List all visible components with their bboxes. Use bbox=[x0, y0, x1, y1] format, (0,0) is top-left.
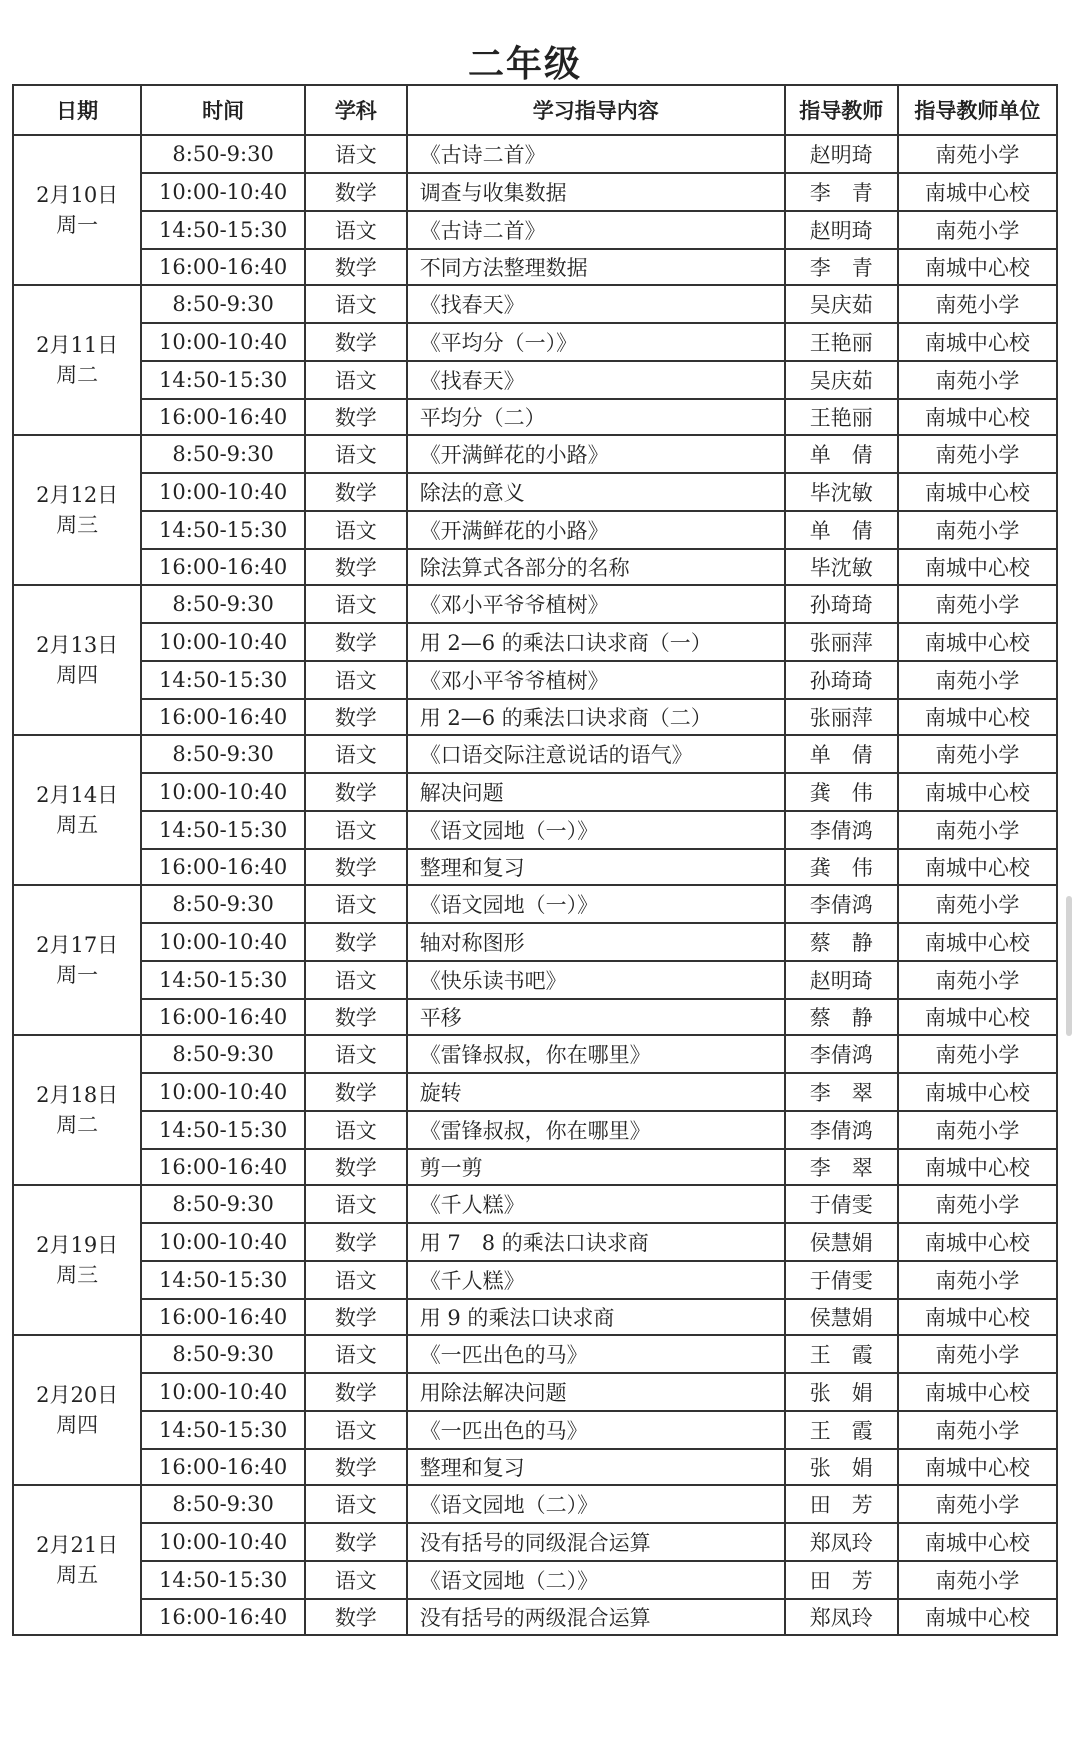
table-row bbox=[13, 173, 1057, 211]
school-cell: 南苑小学 bbox=[898, 735, 1057, 773]
teacher-cell: 李倩鸿 bbox=[785, 885, 898, 923]
teacher-cell: 李 青 bbox=[785, 249, 898, 285]
time-cell: 16:00-16:40 bbox=[141, 549, 305, 585]
table-row bbox=[13, 1073, 1057, 1111]
subject-cell: 数学 bbox=[305, 849, 407, 885]
school-cell: 南城中心校 bbox=[898, 549, 1057, 585]
header-subject: 学科 bbox=[305, 85, 407, 135]
weekday-label: 周五 bbox=[56, 813, 99, 837]
school-cell: 南苑小学 bbox=[898, 1261, 1057, 1299]
school-cell: 南苑小学 bbox=[898, 1411, 1057, 1449]
content-cell: 《雷锋叔叔，你在哪里》 bbox=[407, 1035, 785, 1073]
teacher-cell: 单 倩 bbox=[785, 511, 898, 549]
time-cell: 14:50-15:30 bbox=[141, 811, 305, 849]
weekday-label: 周四 bbox=[56, 663, 99, 687]
teacher-cell: 王 霞 bbox=[785, 1335, 898, 1373]
table-row bbox=[13, 735, 1057, 773]
weekday-label: 周三 bbox=[56, 1263, 99, 1287]
time-cell: 10:00-10:40 bbox=[141, 623, 305, 661]
school-cell: 南城中心校 bbox=[898, 999, 1057, 1035]
table-row bbox=[13, 249, 1057, 285]
school-cell: 南城中心校 bbox=[898, 173, 1057, 211]
teacher-cell: 王艳丽 bbox=[785, 399, 898, 435]
header-time: 时间 bbox=[141, 85, 305, 135]
date-cell bbox=[13, 1185, 141, 1335]
date-label: 2月10日 bbox=[36, 182, 119, 207]
time-cell: 14:50-15:30 bbox=[141, 1561, 305, 1599]
school-cell: 南苑小学 bbox=[898, 961, 1057, 999]
date-cell bbox=[13, 585, 141, 735]
time-cell: 10:00-10:40 bbox=[141, 173, 305, 211]
content-cell: 没有括号的同级混合运算 bbox=[407, 1523, 785, 1561]
content-cell: 《雷锋叔叔，你在哪里》 bbox=[407, 1111, 785, 1149]
subject-cell: 语文 bbox=[305, 585, 407, 623]
teacher-cell: 侯慧娟 bbox=[785, 1299, 898, 1335]
teacher-cell: 蔡 静 bbox=[785, 923, 898, 961]
table-row bbox=[13, 1335, 1057, 1373]
table-row bbox=[13, 923, 1057, 961]
table-row bbox=[13, 1561, 1057, 1599]
content-cell: 《千人糕》 bbox=[407, 1185, 785, 1223]
date-cell bbox=[13, 1485, 141, 1635]
school-cell: 南城中心校 bbox=[898, 1449, 1057, 1485]
date-label: 2月20日 bbox=[36, 1382, 119, 1407]
table-row bbox=[13, 811, 1057, 849]
content-cell: 平均分（二） bbox=[407, 399, 785, 435]
content-cell: 用 9 的乘法口诀求商 bbox=[407, 1299, 785, 1335]
table-row bbox=[13, 1149, 1057, 1185]
school-cell: 南苑小学 bbox=[898, 585, 1057, 623]
table-row bbox=[13, 435, 1057, 473]
teacher-cell: 侯慧娟 bbox=[785, 1223, 898, 1261]
time-cell: 8:50-9:30 bbox=[141, 735, 305, 773]
school-cell: 南苑小学 bbox=[898, 1035, 1057, 1073]
content-cell: 用 7 8 的乘法口诀求商 bbox=[407, 1223, 785, 1261]
table-row bbox=[13, 1185, 1057, 1223]
teacher-cell: 李 翠 bbox=[785, 1149, 898, 1185]
content-cell: 《开满鲜花的小路》 bbox=[407, 511, 785, 549]
time-cell: 16:00-16:40 bbox=[141, 1599, 305, 1635]
weekday-label: 周五 bbox=[56, 1563, 99, 1587]
content-cell: 用 2—6 的乘法口诀求商（二） bbox=[407, 699, 785, 735]
content-cell: 除法的意义 bbox=[407, 473, 785, 511]
subject-cell: 语文 bbox=[305, 511, 407, 549]
content-cell: 用 2—6 的乘法口诀求商（一） bbox=[407, 623, 785, 661]
subject-cell: 语文 bbox=[305, 735, 407, 773]
teacher-cell: 毕沈敏 bbox=[785, 473, 898, 511]
content-cell: 《古诗二首》 bbox=[407, 135, 785, 173]
date-label: 2月12日 bbox=[36, 482, 119, 507]
school-cell: 南苑小学 bbox=[898, 885, 1057, 923]
school-cell: 南城中心校 bbox=[898, 1523, 1057, 1561]
subject-cell: 语文 bbox=[305, 811, 407, 849]
teacher-cell: 蔡 静 bbox=[785, 999, 898, 1035]
table-row bbox=[13, 1223, 1057, 1261]
school-cell: 南苑小学 bbox=[898, 435, 1057, 473]
teacher-cell: 李倩鸿 bbox=[785, 811, 898, 849]
time-cell: 8:50-9:30 bbox=[141, 585, 305, 623]
time-cell: 16:00-16:40 bbox=[141, 399, 305, 435]
teacher-cell: 龚 伟 bbox=[785, 773, 898, 811]
table-row bbox=[13, 1411, 1057, 1449]
date-label: 2月17日 bbox=[36, 932, 119, 957]
table-row bbox=[13, 585, 1057, 623]
weekday-label: 周二 bbox=[56, 363, 99, 387]
table-row bbox=[13, 849, 1057, 885]
table-row bbox=[13, 399, 1057, 435]
table-row bbox=[13, 1299, 1057, 1335]
table-row bbox=[13, 473, 1057, 511]
school-cell: 南苑小学 bbox=[898, 811, 1057, 849]
teacher-cell: 李 翠 bbox=[785, 1073, 898, 1111]
subject-cell: 数学 bbox=[305, 1149, 407, 1185]
content-cell: 旋转 bbox=[407, 1073, 785, 1111]
weekday-label: 周一 bbox=[56, 213, 99, 237]
time-cell: 8:50-9:30 bbox=[141, 285, 305, 323]
teacher-cell: 吴庆茹 bbox=[785, 285, 898, 323]
date-label: 2月21日 bbox=[36, 1532, 119, 1557]
table-row bbox=[13, 961, 1057, 999]
teacher-cell: 单 倩 bbox=[785, 435, 898, 473]
header-school: 指导教师单位 bbox=[898, 85, 1057, 135]
school-cell: 南苑小学 bbox=[898, 211, 1057, 249]
date-cell bbox=[13, 285, 141, 435]
weekday-label: 周一 bbox=[56, 963, 99, 987]
school-cell: 南城中心校 bbox=[898, 773, 1057, 811]
time-cell: 8:50-9:30 bbox=[141, 135, 305, 173]
schedule-body bbox=[13, 135, 1057, 1635]
header-content: 学习指导内容 bbox=[407, 85, 785, 135]
school-cell: 南苑小学 bbox=[898, 661, 1057, 699]
date-cell bbox=[13, 135, 141, 285]
table-row bbox=[13, 135, 1057, 173]
date-label: 2月14日 bbox=[36, 782, 119, 807]
time-cell: 8:50-9:30 bbox=[141, 435, 305, 473]
school-cell: 南城中心校 bbox=[898, 623, 1057, 661]
time-cell: 14:50-15:30 bbox=[141, 1111, 305, 1149]
teacher-cell: 赵明琦 bbox=[785, 961, 898, 999]
table-row bbox=[13, 1485, 1057, 1523]
teacher-cell: 于倩雯 bbox=[785, 1185, 898, 1223]
date-label: 2月19日 bbox=[36, 1232, 119, 1257]
date-cell bbox=[13, 1335, 141, 1485]
time-cell: 10:00-10:40 bbox=[141, 773, 305, 811]
date-label: 2月18日 bbox=[36, 1082, 119, 1107]
date-label: 2月13日 bbox=[36, 632, 119, 657]
scrollbar[interactable] bbox=[1066, 896, 1072, 1036]
schedule-table bbox=[12, 84, 1058, 1636]
content-cell: 《口语交际注意说话的语气》 bbox=[407, 735, 785, 773]
subject-cell: 语文 bbox=[305, 135, 407, 173]
content-cell: 《语文园地（一）》 bbox=[407, 811, 785, 849]
school-cell: 南苑小学 bbox=[898, 135, 1057, 173]
subject-cell: 语文 bbox=[305, 1261, 407, 1299]
school-cell: 南城中心校 bbox=[898, 1599, 1057, 1635]
subject-cell: 数学 bbox=[305, 249, 407, 285]
subject-cell: 数学 bbox=[305, 173, 407, 211]
table-row bbox=[13, 999, 1057, 1035]
content-cell: 《找春天》 bbox=[407, 285, 785, 323]
time-cell: 10:00-10:40 bbox=[141, 923, 305, 961]
time-cell: 14:50-15:30 bbox=[141, 1261, 305, 1299]
date-cell bbox=[13, 435, 141, 585]
school-cell: 南城中心校 bbox=[898, 1223, 1057, 1261]
header-date: 日期 bbox=[13, 85, 141, 135]
table-row bbox=[13, 323, 1057, 361]
school-cell: 南苑小学 bbox=[898, 1485, 1057, 1523]
table-row bbox=[13, 1111, 1057, 1149]
subject-cell: 语文 bbox=[305, 1035, 407, 1073]
subject-cell: 数学 bbox=[305, 623, 407, 661]
content-cell: 整理和复习 bbox=[407, 849, 785, 885]
time-cell: 8:50-9:30 bbox=[141, 1335, 305, 1373]
subject-cell: 数学 bbox=[305, 999, 407, 1035]
weekday-label: 周三 bbox=[56, 513, 99, 537]
time-cell: 16:00-16:40 bbox=[141, 1149, 305, 1185]
content-cell: 除法算式各部分的名称 bbox=[407, 549, 785, 585]
teacher-cell: 张 娟 bbox=[785, 1449, 898, 1485]
school-cell: 南城中心校 bbox=[898, 323, 1057, 361]
subject-cell: 语文 bbox=[305, 885, 407, 923]
school-cell: 南城中心校 bbox=[898, 473, 1057, 511]
teacher-cell: 李倩鸿 bbox=[785, 1035, 898, 1073]
teacher-cell: 于倩雯 bbox=[785, 1261, 898, 1299]
content-cell: 轴对称图形 bbox=[407, 923, 785, 961]
content-cell: 《找春天》 bbox=[407, 361, 785, 399]
subject-cell: 语文 bbox=[305, 285, 407, 323]
school-cell: 南苑小学 bbox=[898, 1335, 1057, 1373]
content-cell: 《千人糕》 bbox=[407, 1261, 785, 1299]
table-row bbox=[13, 1373, 1057, 1411]
table-row bbox=[13, 361, 1057, 399]
school-cell: 南苑小学 bbox=[898, 361, 1057, 399]
table-row bbox=[13, 511, 1057, 549]
teacher-cell: 吴庆茹 bbox=[785, 361, 898, 399]
subject-cell: 数学 bbox=[305, 549, 407, 585]
date-cell bbox=[13, 735, 141, 885]
subject-cell: 语文 bbox=[305, 361, 407, 399]
time-cell: 14:50-15:30 bbox=[141, 511, 305, 549]
content-cell: 调查与收集数据 bbox=[407, 173, 785, 211]
school-cell: 南苑小学 bbox=[898, 511, 1057, 549]
subject-cell: 语文 bbox=[305, 661, 407, 699]
subject-cell: 语文 bbox=[305, 1561, 407, 1599]
school-cell: 南苑小学 bbox=[898, 285, 1057, 323]
content-cell: 不同方法整理数据 bbox=[407, 249, 785, 285]
teacher-cell: 孙琦琦 bbox=[785, 585, 898, 623]
time-cell: 16:00-16:40 bbox=[141, 699, 305, 735]
time-cell: 10:00-10:40 bbox=[141, 323, 305, 361]
content-cell: 用除法解决问题 bbox=[407, 1373, 785, 1411]
subject-cell: 语文 bbox=[305, 435, 407, 473]
time-cell: 10:00-10:40 bbox=[141, 1223, 305, 1261]
content-cell: 《平均分（一）》 bbox=[407, 323, 785, 361]
school-cell: 南城中心校 bbox=[898, 699, 1057, 735]
table-row bbox=[13, 623, 1057, 661]
teacher-cell: 孙琦琦 bbox=[785, 661, 898, 699]
subject-cell: 数学 bbox=[305, 1449, 407, 1485]
subject-cell: 数学 bbox=[305, 323, 407, 361]
content-cell: 没有括号的两级混合运算 bbox=[407, 1599, 785, 1635]
time-cell: 16:00-16:40 bbox=[141, 1449, 305, 1485]
table-row bbox=[13, 285, 1057, 323]
table-row bbox=[13, 1449, 1057, 1485]
subject-cell: 数学 bbox=[305, 699, 407, 735]
table-row bbox=[13, 211, 1057, 249]
date-cell bbox=[13, 1035, 141, 1185]
teacher-cell: 赵明琦 bbox=[785, 135, 898, 173]
subject-cell: 语文 bbox=[305, 1335, 407, 1373]
time-cell: 16:00-16:40 bbox=[141, 849, 305, 885]
school-cell: 南城中心校 bbox=[898, 849, 1057, 885]
header-teacher: 指导教师 bbox=[785, 85, 898, 135]
content-cell: 《语文园地（一）》 bbox=[407, 885, 785, 923]
subject-cell: 数学 bbox=[305, 923, 407, 961]
school-cell: 南城中心校 bbox=[898, 1073, 1057, 1111]
teacher-cell: 龚 伟 bbox=[785, 849, 898, 885]
content-cell: 《邓小平爷爷植树》 bbox=[407, 585, 785, 623]
teacher-cell: 单 倩 bbox=[785, 735, 898, 773]
page-title: 二年级 bbox=[467, 44, 582, 85]
subject-cell: 数学 bbox=[305, 473, 407, 511]
time-cell: 8:50-9:30 bbox=[141, 885, 305, 923]
school-cell: 南城中心校 bbox=[898, 249, 1057, 285]
subject-cell: 数学 bbox=[305, 773, 407, 811]
time-cell: 16:00-16:40 bbox=[141, 249, 305, 285]
content-cell: 《语文园地（二）》 bbox=[407, 1561, 785, 1599]
table-row bbox=[13, 1599, 1057, 1635]
subject-cell: 数学 bbox=[305, 1523, 407, 1561]
teacher-cell: 毕沈敏 bbox=[785, 549, 898, 585]
teacher-cell: 郑凤玲 bbox=[785, 1523, 898, 1561]
teacher-cell: 王艳丽 bbox=[785, 323, 898, 361]
table-header-row bbox=[13, 85, 1057, 135]
teacher-cell: 田 芳 bbox=[785, 1485, 898, 1523]
subject-cell: 数学 bbox=[305, 1599, 407, 1635]
content-cell: 《邓小平爷爷植树》 bbox=[407, 661, 785, 699]
table-row bbox=[13, 773, 1057, 811]
teacher-cell: 郑凤玲 bbox=[785, 1599, 898, 1635]
subject-cell: 语文 bbox=[305, 1111, 407, 1149]
time-cell: 14:50-15:30 bbox=[141, 1411, 305, 1449]
teacher-cell: 田 芳 bbox=[785, 1561, 898, 1599]
table-row bbox=[13, 1261, 1057, 1299]
time-cell: 14:50-15:30 bbox=[141, 361, 305, 399]
content-cell: 《古诗二首》 bbox=[407, 211, 785, 249]
content-cell: 《语文园地（二）》 bbox=[407, 1485, 785, 1523]
time-cell: 8:50-9:30 bbox=[141, 1185, 305, 1223]
teacher-cell: 赵明琦 bbox=[785, 211, 898, 249]
teacher-cell: 张丽萍 bbox=[785, 699, 898, 735]
table-row bbox=[13, 661, 1057, 699]
content-cell: 《一匹出色的马》 bbox=[407, 1411, 785, 1449]
time-cell: 10:00-10:40 bbox=[141, 1373, 305, 1411]
school-cell: 南苑小学 bbox=[898, 1561, 1057, 1599]
school-cell: 南城中心校 bbox=[898, 1149, 1057, 1185]
teacher-cell: 李 青 bbox=[785, 173, 898, 211]
time-cell: 8:50-9:30 bbox=[141, 1035, 305, 1073]
subject-cell: 数学 bbox=[305, 1073, 407, 1111]
school-cell: 南城中心校 bbox=[898, 399, 1057, 435]
school-cell: 南城中心校 bbox=[898, 923, 1057, 961]
subject-cell: 语文 bbox=[305, 211, 407, 249]
teacher-cell: 王 霞 bbox=[785, 1411, 898, 1449]
content-cell: 整理和复习 bbox=[407, 1449, 785, 1485]
school-cell: 南城中心校 bbox=[898, 1299, 1057, 1335]
time-cell: 16:00-16:40 bbox=[141, 1299, 305, 1335]
time-cell: 10:00-10:40 bbox=[141, 1073, 305, 1111]
time-cell: 14:50-15:30 bbox=[141, 211, 305, 249]
teacher-cell: 李倩鸿 bbox=[785, 1111, 898, 1149]
time-cell: 10:00-10:40 bbox=[141, 473, 305, 511]
school-cell: 南城中心校 bbox=[898, 1373, 1057, 1411]
content-cell: 解决问题 bbox=[407, 773, 785, 811]
date-cell bbox=[13, 885, 141, 1035]
table-row bbox=[13, 549, 1057, 585]
table-row bbox=[13, 699, 1057, 735]
time-cell: 8:50-9:30 bbox=[141, 1485, 305, 1523]
table-row bbox=[13, 1523, 1057, 1561]
table-row bbox=[13, 1035, 1057, 1073]
subject-cell: 语文 bbox=[305, 1185, 407, 1223]
weekday-label: 周四 bbox=[56, 1413, 99, 1437]
table-row bbox=[13, 885, 1057, 923]
subject-cell: 语文 bbox=[305, 961, 407, 999]
content-cell: 《开满鲜花的小路》 bbox=[407, 435, 785, 473]
date-label: 2月11日 bbox=[36, 332, 119, 357]
subject-cell: 语文 bbox=[305, 1411, 407, 1449]
subject-cell: 语文 bbox=[305, 1485, 407, 1523]
teacher-cell: 张 娟 bbox=[785, 1373, 898, 1411]
time-cell: 16:00-16:40 bbox=[141, 999, 305, 1035]
content-cell: 平移 bbox=[407, 999, 785, 1035]
subject-cell: 数学 bbox=[305, 1299, 407, 1335]
school-cell: 南苑小学 bbox=[898, 1111, 1057, 1149]
teacher-cell: 张丽萍 bbox=[785, 623, 898, 661]
time-cell: 14:50-15:30 bbox=[141, 961, 305, 999]
school-cell: 南苑小学 bbox=[898, 1185, 1057, 1223]
subject-cell: 数学 bbox=[305, 1373, 407, 1411]
content-cell: 《快乐读书吧》 bbox=[407, 961, 785, 999]
content-cell: 《一匹出色的马》 bbox=[407, 1335, 785, 1373]
subject-cell: 数学 bbox=[305, 399, 407, 435]
weekday-label: 周二 bbox=[56, 1113, 99, 1137]
content-cell: 剪一剪 bbox=[407, 1149, 785, 1185]
time-cell: 10:00-10:40 bbox=[141, 1523, 305, 1561]
subject-cell: 数学 bbox=[305, 1223, 407, 1261]
time-cell: 14:50-15:30 bbox=[141, 661, 305, 699]
